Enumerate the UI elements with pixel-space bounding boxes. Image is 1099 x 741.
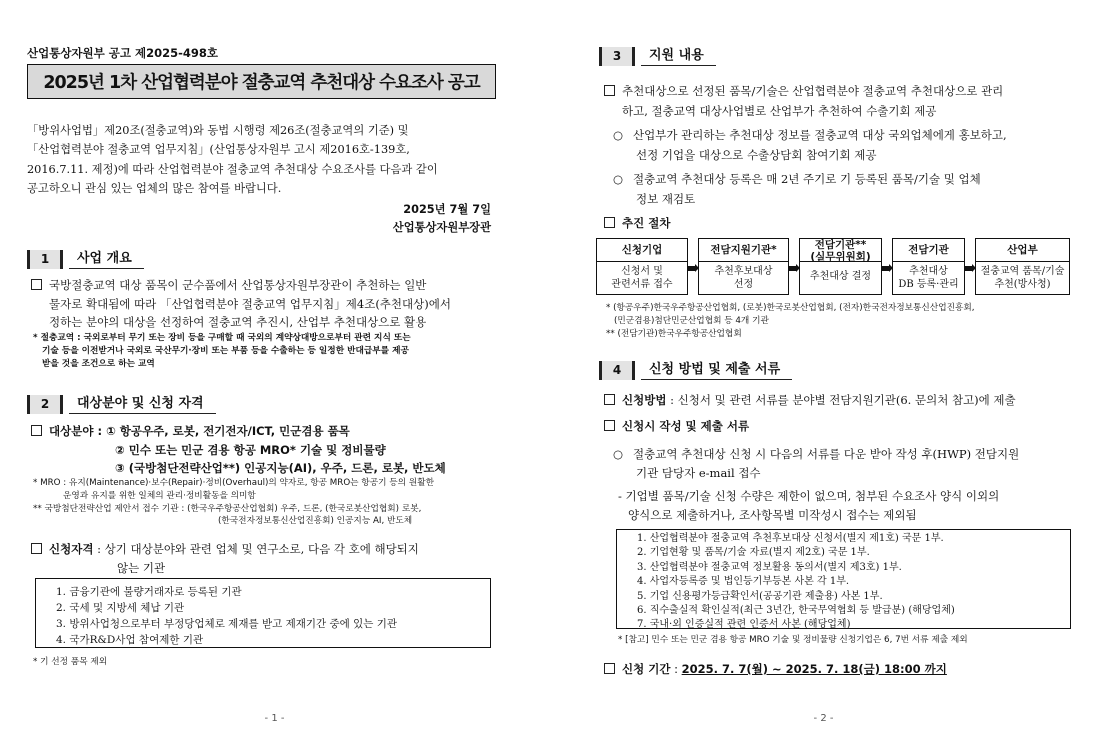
section-3-sub-2 bbox=[613, 169, 981, 209]
body-line: 산업부가 관리하는 추천대상 정보를 절충교역 대상 국외업체에게 홍보하고, bbox=[633, 128, 1007, 142]
section-2-heading bbox=[27, 394, 216, 414]
checkbox-icon bbox=[31, 425, 42, 436]
document-item: 2. 기업현황 및 품목/기술 자료(별지 제2호) 국문 1부. bbox=[637, 547, 870, 559]
arrow-right-icon bbox=[789, 266, 796, 271]
note-line: 운영과 유지를 위한 일체의 관리·정비활동을 의미함 bbox=[63, 490, 256, 501]
body-line: 정하는 분야의 대상을 선정하여 절충교역 추진시, 산업부 추천대상으로 활용 bbox=[49, 315, 427, 329]
body-line: 양식으로 제출하거나, 조사항목별 미작성시 접수는 제외됨 bbox=[628, 508, 917, 522]
flow-step-4 bbox=[892, 238, 965, 295]
section-4-heading bbox=[599, 360, 792, 380]
apply-method bbox=[604, 391, 1016, 409]
flow-step-text: 관련서류 접수 bbox=[611, 279, 673, 290]
documents-label: 신청시 작성 및 제출 서류 bbox=[622, 419, 750, 433]
body-line: 추천대상으로 선정된 품목/기술은 산업협력분야 절충교역 추천대상으로 관리 bbox=[622, 84, 1004, 98]
page-number: - 2 - bbox=[813, 713, 834, 724]
section-2-notes bbox=[33, 477, 434, 528]
note-line: (민군겸용)첨단민군산업협회 등 4개 기관 bbox=[614, 315, 769, 326]
section-title: 대상분야 및 신청 자격 bbox=[69, 395, 216, 414]
page-1 bbox=[0, 0, 549, 741]
section-number: 4 bbox=[599, 361, 635, 380]
exclusion-item: 2. 국세 및 지방세 체납 기관 bbox=[56, 602, 185, 614]
note-line: (한국전자정보통신산업진흥회) 인공지능 AI, 반도체 bbox=[218, 516, 413, 527]
reference-note: * [참고] 민수 또는 민군 겸용 항공 MRO 기술 및 정비물량 신청기업은 6, 7번 서류 제출 제외 bbox=[618, 635, 968, 645]
bullet-circle-icon: ○ bbox=[613, 172, 624, 186]
document-item: 4. 사업자등록증 및 법인등기부등본 사본 각 1부. bbox=[637, 576, 850, 588]
document-item: 1. 산업협력분야 절충교역 추천후보대상 신청서(별지 제1호) 국문 1부. bbox=[637, 533, 944, 544]
apply-period-label: 신청 기간 bbox=[622, 662, 671, 676]
flow-step-head-line: (실무위원회) bbox=[810, 251, 871, 263]
document-item: 7. 국내·외 인증실적 관련 인증서 사본 (해당업체) bbox=[637, 619, 851, 631]
apply-method-text: : 신청서 및 관련 서류를 분야별 전담지원기관(6. 문의처 참고)에 제출 bbox=[670, 393, 1016, 407]
section-1-heading bbox=[27, 249, 144, 269]
body-line: 정보 재검토 bbox=[636, 192, 696, 206]
flow-step-head: 전담지원기관* bbox=[699, 239, 788, 262]
note-line: * 절충교역 : 국외로부터 무기 또는 장비 등을 구매할 때 국외의 계약상대방으로부터 관련 지식 또는 bbox=[33, 333, 411, 343]
section-3-heading bbox=[599, 46, 716, 66]
flow-step-text: 추천후보대상 bbox=[714, 266, 773, 277]
exclusion-item: 4. 국가R&D사업 참여제한 기관 bbox=[56, 634, 204, 646]
section-number: 1 bbox=[27, 250, 63, 269]
apply-method-label: 신청방법 bbox=[622, 393, 667, 407]
body-line: : 상기 대상분야와 관련 업체 및 연구소로, 다음 각 호에 해당되지 bbox=[97, 542, 419, 556]
checkbox-icon bbox=[31, 543, 42, 554]
checkbox-icon bbox=[31, 279, 42, 290]
section-3-sub-1 bbox=[613, 125, 1007, 165]
note-line: 기술 등을 이전받거나 국외로 국산무기·장비 또는 부품 등을 수출하는 등 일정한 반대급부를 제공 bbox=[42, 345, 409, 356]
flow-step-2 bbox=[698, 238, 789, 295]
notice-issuer: 산업통상자원부장관 bbox=[392, 221, 491, 234]
body-line: 기관 담당자 e-mail 접수 bbox=[636, 466, 761, 480]
exclusion-footnote: * 기 선정 품목 제외 bbox=[33, 657, 108, 667]
note-line: ** 국방첨단전략산업 제안서 접수 기관 : (한국우주항공산업협회) 우주, 드론, (한국로봇산업협회) 로봇, bbox=[33, 503, 422, 514]
process-label: 추진 절차 bbox=[622, 216, 671, 230]
note-line: ** (전담기관)한국우주항공산업협회 bbox=[606, 328, 742, 339]
document-item: 3. 산업협력분야 절충교역 정보활용 동의서(별지 제3호) 1부. bbox=[637, 561, 902, 573]
intro-line: 「산업협력분야 절충교역 업무지침」(산업통상자원부 고시 제2016호-139호, bbox=[27, 143, 410, 157]
section-1-note bbox=[33, 332, 411, 370]
checkbox-icon bbox=[604, 85, 615, 96]
notice-date: 2025년 7월 7일 bbox=[403, 203, 491, 216]
flow-step-head bbox=[800, 239, 881, 262]
target-fields bbox=[31, 422, 446, 478]
notice-title: 2025년 1차 산업협력분야 절충교역 추천대상 수요조사 공고 bbox=[43, 73, 480, 93]
intro-line: 「방위사업법」제20조(절충교역)와 동법 시행령 제26조(절충교역의 기준) 및 bbox=[27, 124, 409, 137]
exclusion-item: 1. 금융기관에 불량거래자로 등록된 기관 bbox=[56, 586, 242, 598]
apply-period-text: 2025. 7. 7(월) ~ 2025. 7. 18(금) 18:00 까지 bbox=[681, 662, 947, 676]
exclusion-item: 3. 방위사업청으로부터 부정당업체로 제재를 받고 제재기간 중에 있는 기관 bbox=[56, 618, 398, 630]
body-line: 물자로 확대됨에 따라 「산업협력분야 절충교역 업무지침」제4조(추천대상)에서 bbox=[49, 296, 451, 311]
flow-step-text: DB 등록·관리 bbox=[898, 279, 959, 290]
note-line: * (항공우주)한국우주항공산업협회, (로봇)한국로봇산업협회, (전자)한국전자정보통신산업진흥회, bbox=[606, 303, 975, 313]
apply-period: 신청 기간 : 2025. 7. 7(월) ~ 2025. 7. 18(금) 18:00 까지 bbox=[604, 660, 947, 678]
process-heading bbox=[604, 214, 670, 233]
bullet-circle-icon: ○ bbox=[613, 128, 624, 142]
checkbox-icon bbox=[604, 420, 615, 431]
body-line: 않는 기관 bbox=[117, 560, 166, 575]
flow-step-5 bbox=[975, 238, 1070, 295]
target-label: 대상분야 : bbox=[49, 424, 103, 438]
flow-step-head: 신청기업 bbox=[597, 239, 687, 262]
section-title: 신청 방법 및 제출 서류 bbox=[641, 361, 792, 380]
document-item: 6. 직수출실적 확인실적(최근 3년간, 한국무역협회 등 발급분) (해당업체) bbox=[637, 605, 955, 617]
section-title: 지원 내용 bbox=[641, 47, 716, 66]
notice-title-box bbox=[27, 64, 496, 99]
flow-step-text: 추천(방사청) bbox=[994, 279, 1051, 290]
body-line: 절충교역 추천대상 신청 시 다음의 서류를 다운 받아 작성 후(HWP) 전담지원 bbox=[633, 447, 1020, 461]
exclusion-box bbox=[35, 578, 491, 648]
flow-step-head: 전담기관 bbox=[893, 239, 964, 262]
body-line: 선정 기업을 대상으로 수출상담회 참여기회 제공 bbox=[636, 148, 877, 162]
flow-step-text: 절충교역 품목/기술 bbox=[980, 266, 1065, 277]
checkbox-icon bbox=[604, 217, 615, 228]
flow-step-head-line: 전담기관** bbox=[814, 239, 867, 251]
note-line: 받을 것을 조건으로 하는 교역 bbox=[42, 358, 155, 369]
body-line: 국방절충교역 대상 품목이 군수품에서 산업통상자원부장관이 추천하는 일반 bbox=[49, 278, 427, 292]
document-item: 5. 기업 신용평가등급확인서(공공기관 제출용) 사본 1부. bbox=[637, 590, 883, 602]
page-2 bbox=[549, 0, 1098, 741]
section-number: 3 bbox=[599, 47, 635, 66]
section-1-body bbox=[31, 276, 451, 332]
flow-notes bbox=[606, 302, 975, 340]
bullet-circle-icon: ○ bbox=[613, 447, 624, 461]
flow-step-text: 신청서 및 bbox=[621, 266, 663, 277]
checkbox-icon bbox=[604, 663, 615, 674]
qualification-label: 신청자격 bbox=[49, 542, 94, 556]
target-item: ① 항공우주, 로봇, 전기전자/ICT, 민군겸용 품목 bbox=[106, 424, 350, 438]
checkbox-icon bbox=[604, 394, 615, 405]
section-number: 2 bbox=[27, 395, 63, 414]
qualification bbox=[31, 540, 419, 577]
documents-heading bbox=[604, 417, 749, 435]
body-line: - 기업별 품목/기술 신청 수량은 제한이 없으며, 첨부된 수요조사 양식 이외의 bbox=[618, 489, 1000, 503]
section-title: 사업 개요 bbox=[69, 250, 144, 269]
flow-step-3 bbox=[799, 238, 882, 295]
body-line: 절충교역 추천대상 등록은 매 2년 주기로 기 등록된 품목/기술 및 업체 bbox=[633, 172, 981, 186]
notice-number: 산업통상자원부 공고 제2025-498호 bbox=[27, 46, 218, 60]
target-item: ③ (국방첨단전략산업**) 인공지능(AI), 우주, 드론, 로봇, 반도체 bbox=[115, 461, 446, 475]
arrow-right-icon bbox=[688, 266, 695, 271]
flow-step-text: 추천대상 결정 bbox=[809, 271, 872, 282]
page-number: - 1 - bbox=[264, 713, 285, 724]
section-4-sub-1 bbox=[613, 445, 1019, 483]
flow-step-text: 추천대상 bbox=[909, 266, 948, 277]
intro-line: 2016.7.11. 제정)에 따라 산업협력분야 절충교역 추천대상 수요조사를 다음과 같이 bbox=[27, 162, 438, 176]
section-3-body bbox=[604, 81, 1003, 121]
body-line: 하고, 절충교역 대상사업별로 산업부가 추천하여 수출기회 제공 bbox=[622, 104, 937, 118]
target-item: ② 민수 또는 민군 겸용 항공 MRO* 기술 및 정비물량 bbox=[115, 442, 386, 457]
arrow-right-icon bbox=[965, 266, 972, 271]
note-line: * MRO : 유지(Maintenance)·보수(Repair)·정비(Overhaul)의 약자로, 항공 MRO는 항공기 등의 원활한 bbox=[33, 478, 434, 488]
arrow-right-icon bbox=[882, 266, 889, 271]
intro-line: 공고하오니 관심 있는 업체의 많은 참여를 바랍니다. bbox=[27, 181, 282, 195]
flow-step-head: 산업부 bbox=[976, 239, 1069, 262]
flow-step-text: 선정 bbox=[733, 279, 754, 290]
flow-step-1 bbox=[596, 238, 688, 295]
intro-paragraph bbox=[27, 121, 495, 198]
documents-box bbox=[616, 529, 1071, 629]
section-4-dash bbox=[618, 487, 999, 525]
